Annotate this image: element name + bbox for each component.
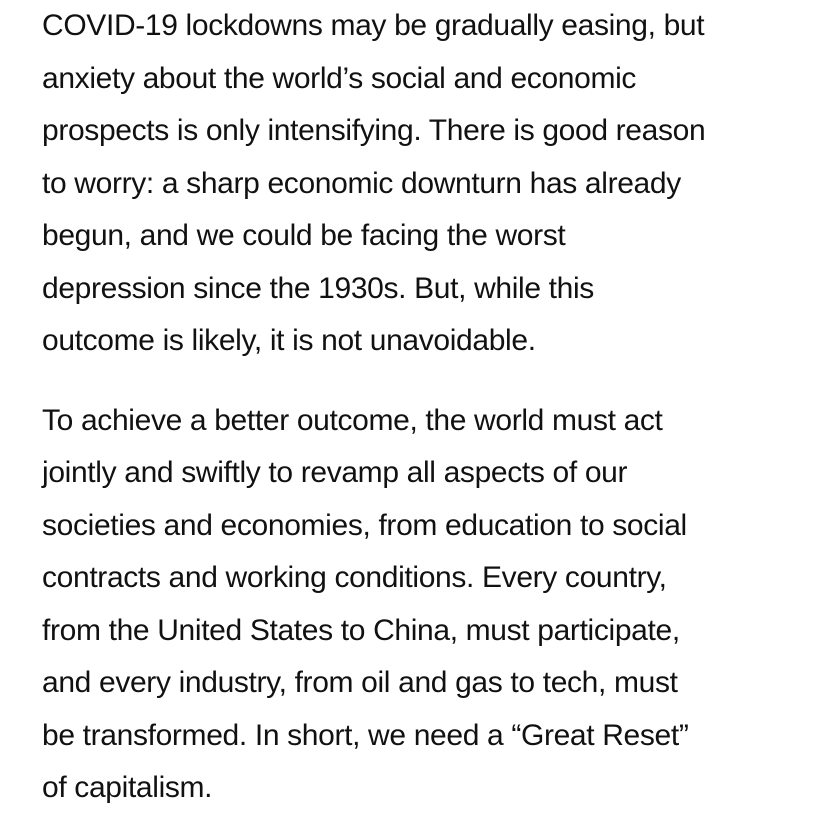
text-line: COVID-19 lockdowns may be gradually easing, but bbox=[42, 9, 705, 42]
text-line: jointly and swiftly to revamp all aspects of our bbox=[42, 456, 628, 489]
text-line: outcome is likely, it is not unavoidable. bbox=[42, 324, 536, 357]
text-line: and every industry, from oil and gas to tech, must bbox=[42, 666, 678, 699]
text-line: to worry: a sharp economic downturn has already bbox=[42, 166, 681, 200]
text-line: prospects is only intensifying. There is good reason bbox=[42, 114, 706, 147]
text-line: depression since the 1930s. But, while this bbox=[42, 271, 594, 305]
paragraph-2 bbox=[42, 395, 798, 815]
paragraph-1 bbox=[42, 0, 798, 368]
text-line: societies and economies, from education to social bbox=[42, 508, 687, 542]
text-line: begun, and we could be facing the worst bbox=[42, 219, 566, 252]
text-line: from the United States to China, must participate, bbox=[42, 613, 680, 647]
text-line: be transformed. In short, we need a “Great Reset” bbox=[42, 718, 689, 752]
text-line: contracts and working conditions. Every country, bbox=[42, 561, 667, 594]
text-line: of capitalism. bbox=[42, 771, 213, 804]
text-line: anxiety about the world’s social and economic bbox=[42, 61, 637, 95]
text-line: To achieve a better outcome, the world must act bbox=[42, 403, 663, 437]
